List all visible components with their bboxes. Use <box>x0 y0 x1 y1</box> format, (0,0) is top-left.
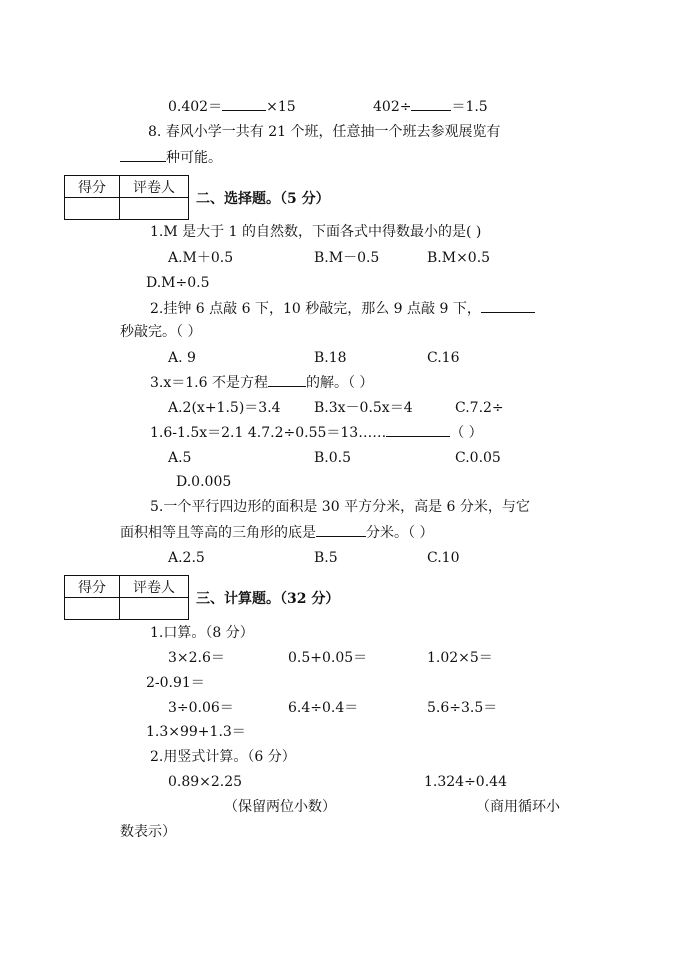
option: B.5 <box>314 550 338 566</box>
choice-question-2 <box>150 298 535 319</box>
text-segment: 分米。（ ） <box>366 525 434 541</box>
calc-item: 1.3×99+1.3＝ <box>146 724 246 740</box>
calc-note: （保留两位小数） <box>224 799 336 815</box>
score-header: 得分 <box>65 576 120 598</box>
calc-item: 6.4÷0.4＝ <box>288 700 359 716</box>
option: C.10 <box>427 550 460 566</box>
answer-blank[interactable] <box>268 372 306 387</box>
option: B.M×0.5 <box>427 250 491 266</box>
choice-question-4 <box>150 422 483 443</box>
score-header: 得分 <box>65 176 120 198</box>
score-cell[interactable] <box>65 598 120 620</box>
calc-note: （商用循环小 <box>476 799 560 815</box>
answer-blank[interactable] <box>411 96 451 111</box>
choice-question-2-cont: 秒敲完。（ ） <box>120 324 202 340</box>
grader-header: 评卷人 <box>120 576 189 598</box>
grader-header: 评卷人 <box>120 176 189 198</box>
option: D.0.005 <box>176 474 232 490</box>
choice-question-5-cont <box>120 522 433 543</box>
option: A.5 <box>168 450 192 466</box>
option: C.7.2÷ <box>455 400 504 416</box>
option: A. 9 <box>168 350 196 366</box>
text-segment: 面积相等且等高的三角形的底是 <box>120 525 316 541</box>
answer-blank[interactable] <box>120 147 166 162</box>
option: C.16 <box>427 350 460 366</box>
option: B.3x－0.5x＝4 <box>314 400 413 416</box>
question-8: 8. 春风小学一共有 21 个班，任意抽一个班去参观展览有 <box>148 124 501 140</box>
calc-item: 1.324÷0.44 <box>424 774 507 790</box>
option: A.2.5 <box>168 550 205 566</box>
answer-blank[interactable] <box>316 522 366 537</box>
text-segment: 种可能。 <box>166 150 222 166</box>
option: B.18 <box>314 350 347 366</box>
option: A.2(x+1.5)＝3.4 <box>168 400 281 416</box>
text-segment: 3.x＝1.6 不是方程 <box>150 375 268 391</box>
score-cell[interactable] <box>65 198 120 220</box>
calc-item: 1.02×5＝ <box>427 650 493 666</box>
choice-question-5: 5.一个平行四边形的面积是 30 平方分米，高是 6 分米，与它 <box>150 499 530 515</box>
text-segment: 402÷ <box>373 99 412 115</box>
section-title: 三、计算题。（32 分） <box>196 591 340 607</box>
calc-item: 3÷0.06＝ <box>168 700 234 716</box>
text-segment: 1.6-1.5x＝2.1 4.7.2÷0.55＝13…… <box>150 425 387 441</box>
calc-item: 5.6÷3.5＝ <box>427 700 498 716</box>
fill-in-line <box>168 96 296 117</box>
option: D.M÷0.5 <box>146 275 210 291</box>
option: C.0.05 <box>455 450 501 466</box>
calc-note-cont: 数表示） <box>120 824 176 840</box>
answer-blank[interactable] <box>481 298 535 313</box>
calc-question-2: 2.用竖式计算。（6 分） <box>150 749 296 765</box>
grader-cell[interactable] <box>120 598 189 620</box>
section-title: 二、选择题。（5 分） <box>196 191 330 207</box>
calc-item: 2-0.91＝ <box>146 675 205 691</box>
answer-blank[interactable] <box>386 422 450 437</box>
calc-item: 0.5+0.05＝ <box>288 650 368 666</box>
calc-question-1: 1.口算。（8 分） <box>150 625 254 641</box>
text-segment: 0.402＝ <box>168 99 223 115</box>
calc-item: 3×2.6＝ <box>168 650 225 666</box>
text-segment: 的解。（ ） <box>305 375 374 391</box>
score-table <box>64 175 189 220</box>
question-8-cont <box>120 147 222 168</box>
text-segment: ×15 <box>266 99 296 115</box>
option: B.M－0.5 <box>314 250 380 266</box>
text-segment: ＝1.5 <box>451 99 488 115</box>
choice-question-3 <box>150 372 373 393</box>
score-table <box>64 575 189 620</box>
calc-item: 0.89×2.25 <box>168 774 243 790</box>
option: A.M＋0.5 <box>168 250 234 266</box>
text-segment: 2.挂钟 6 点敲 6 下，10 秒敲完，那么 9 点敲 9 下， <box>150 301 481 317</box>
fill-in-line <box>373 96 488 117</box>
choice-question-1: 1.M 是大于 1 的自然数，下面各式中得数最小的是( ) <box>150 224 482 240</box>
grader-cell[interactable] <box>120 198 189 220</box>
answer-blank[interactable] <box>222 96 266 111</box>
option: B.0.5 <box>314 450 352 466</box>
text-segment: （ ） <box>450 425 483 441</box>
